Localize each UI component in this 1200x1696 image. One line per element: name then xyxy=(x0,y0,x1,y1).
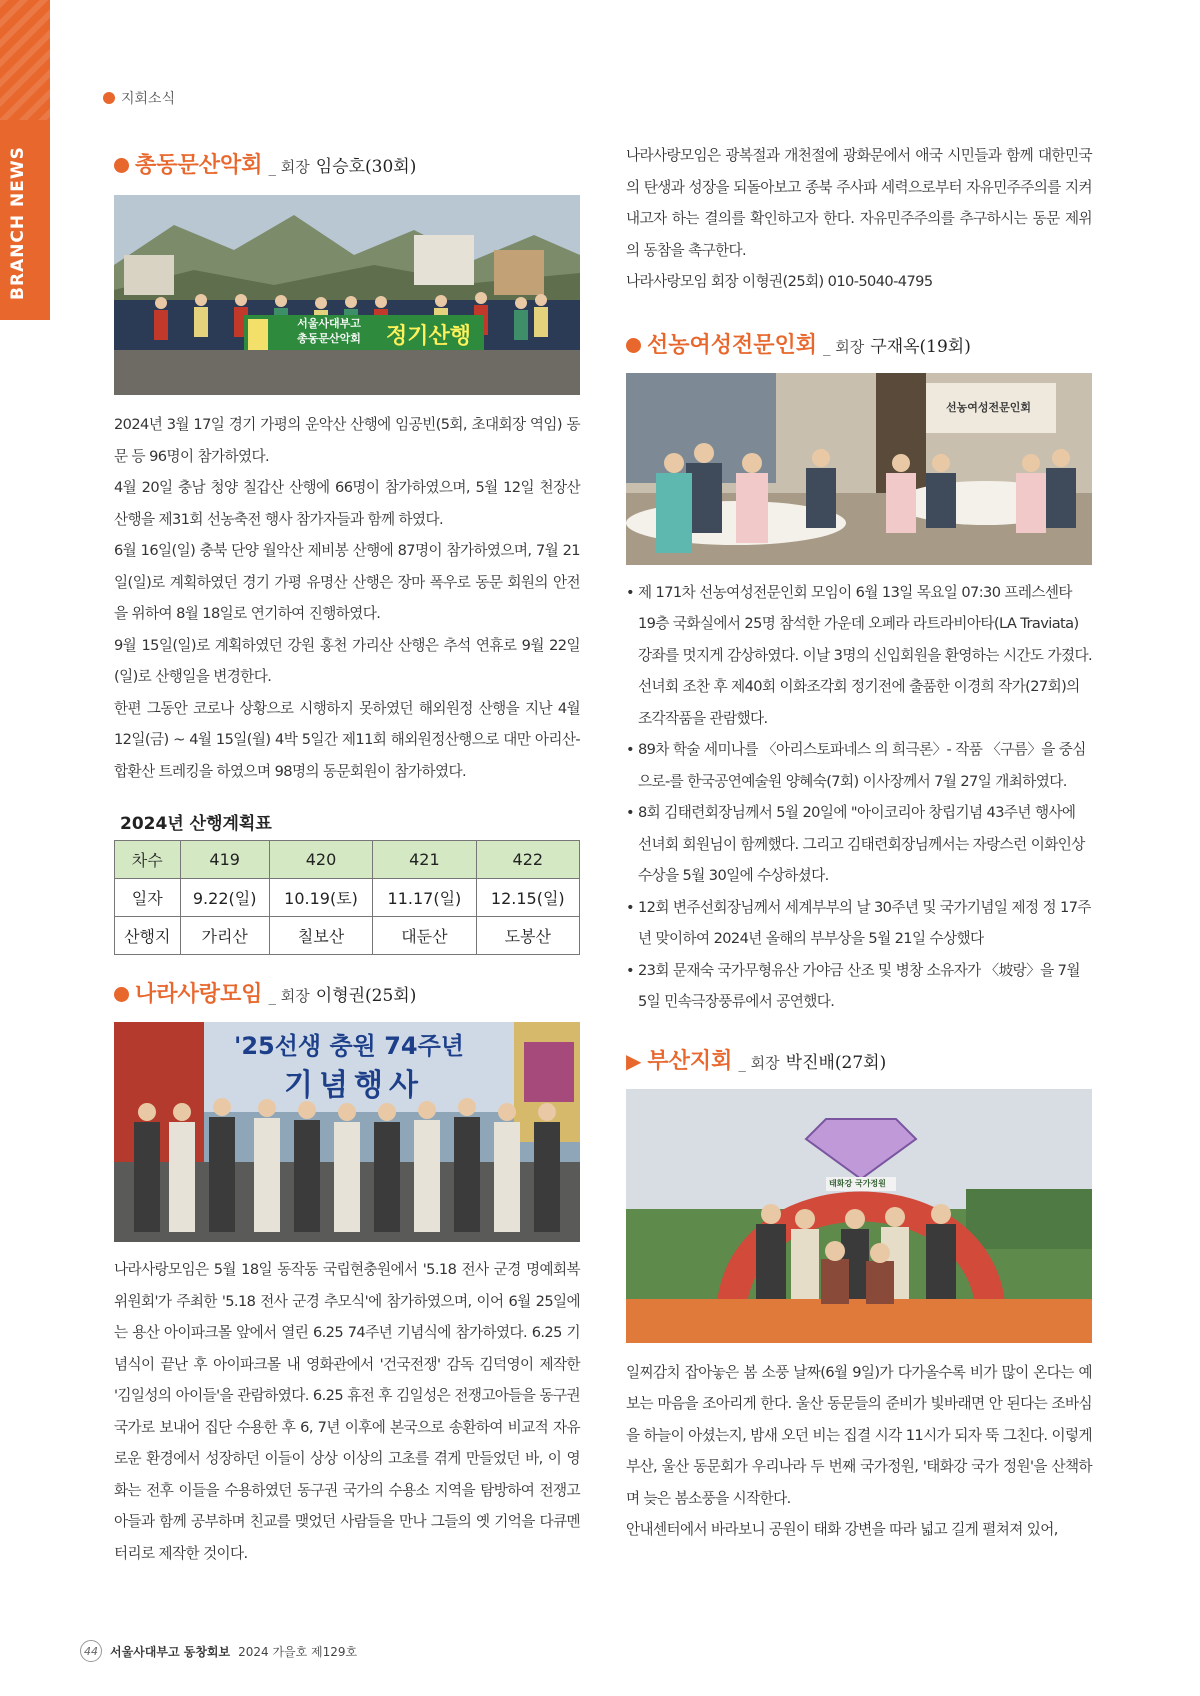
photo-women-meeting xyxy=(626,373,1092,565)
list-item-text: 89차 학술 세미나를 〈아리스토파네스 의 희극론〉- 작품 〈구름〉을 중심으로-를 한국공연예술원 양혜숙(7회) 이사장께서 7월 27일 개최하였다. xyxy=(638,741,1086,790)
garden-sign: 태화강 국가정원 xyxy=(829,1178,886,1188)
list-item-text: 12회 변주선회장님께서 세계부부의 날 30주년 및 국가기념일 제정 정 17주년 맞이하여 2024년 올해의 부부상을 5월 21일 수상했다 xyxy=(638,898,1091,947)
table-cell: 419 xyxy=(180,841,269,879)
paragraph: 나라사랑모임은 5월 18일 동작동 국립현충원에서 '5.18 전사 군경 명예회복위원회'가 주최한 '5.18 전사 군경 추모식'에 참가하였으며, 이어 6월 25일에는 용산 아이파크몰 앞에서 열린 6.25 74주년 기념식에 참가하였다. 6.25 기념식이 끝난 후 아이파크몰 내 영화관에서 '건국전쟁' 감독 김덕영이 제작한 '김일성의 아이들'을 관람하였다. 6.25 휴전 후 김일성은 전쟁고아들을 동구권 국가로 보내어 집단 수용한 후 6, 7년 이후에 본국으로 송환하여 비교적 자유로운 환경에서 성장하던 이들이 상상 이상의 고초를 겪게 만들었던 바, 이 영화는 전후 이들을 수용하였던 동구권 국가의 수용소 지역을 탐방하여 전쟁고아들과 함께 공부하며 친교를 맺었던 사람들을 만나 그들의 옛 기억을 다큐멘터리로 제작한 것이다. xyxy=(114,1261,580,1562)
table-cell: 421 xyxy=(373,841,476,879)
banner-text-small xyxy=(274,316,384,346)
photo-busan-garden xyxy=(626,1089,1092,1343)
table-row xyxy=(115,841,580,879)
table-cell: 420 xyxy=(269,841,372,879)
busan-paragraphs xyxy=(626,1357,1092,1546)
meeting-room-sign: 선농여성전문인회 xyxy=(946,400,1032,414)
table-cell: 10.19(토) xyxy=(269,879,372,917)
table-cell: 대둔산 xyxy=(373,917,476,955)
banner-line2: 총동문산악회 xyxy=(297,332,361,345)
photo-memorial-event xyxy=(114,1022,580,1242)
bullet-dot-icon: • xyxy=(626,898,635,916)
publication-name: 서울사대부고 동창회보 xyxy=(110,1644,231,1659)
left-column xyxy=(114,148,580,1569)
paragraph: 6월 16일(일) 충북 단양 월악산 제비봉 산행에 87명이 참가하였으며, 7월 21일(일)로 계획하였던 경기 가평 유명산 산행은 장마 폭우로 동문 회원의 안전을 위하여 8월 18일로 연기하여 진행하였다. xyxy=(114,542,580,622)
list-item-text: 23회 문재숙 국가무형유산 가야금 산조 및 병창 소유자가 〈坡랑〉을 7월 5일 민속극장풍류에서 공연했다. xyxy=(638,961,1080,1010)
circle-bullet-icon xyxy=(114,987,129,1002)
table-row xyxy=(115,879,580,917)
hiking-paragraphs xyxy=(114,409,580,787)
bullet-dot-icon: • xyxy=(626,961,635,979)
banner-line1: 서울사대부고 xyxy=(297,317,361,330)
table-cell: 422 xyxy=(476,841,579,879)
triangle-bullet-icon: ▶ xyxy=(626,1048,642,1073)
bullet-dot-icon: • xyxy=(626,741,635,758)
section-president: 이형권(25회) xyxy=(315,986,417,1006)
section-name: 나라사랑모임 xyxy=(135,982,263,1007)
circle-bullet-icon xyxy=(114,158,129,173)
table-title: 2024년 산행계획표 xyxy=(120,814,272,834)
section-president: 박진배(27회) xyxy=(785,1052,887,1073)
side-tab-label: BRANCH NEWS xyxy=(8,146,28,300)
photo-hiking-group xyxy=(114,195,580,395)
bullet-dot-icon: • xyxy=(626,583,635,601)
paragraph: 일찌감치 잡아놓은 봄 소풍 날짜(6월 9일)가 다가올수록 비가 많이 온다는 예보는 마음을 조아리게 한다. 울산 동문들의 준비가 빛바래면 안 된다는 조바심을 하늘이 아셨는지, 밤새 오던 비는 집결 시각 11시가 되자 뚝 그친다. 이렇게 부산, 울산 동문회가 우리나라 두 번째 국가정원, '태화강 국가 정원'을 산책하며 늦은 봄소풍을 시작한다. xyxy=(626,1363,1092,1507)
section-category-label: 지회소식 xyxy=(121,91,176,107)
list-item xyxy=(626,797,1092,892)
section-president: 임승호(30회) xyxy=(315,157,417,177)
women-bullet-list xyxy=(626,577,1092,1018)
list-item xyxy=(626,955,1092,1018)
paragraph: 안내센터에서 바라보니 공원이 태화 강변을 따라 넓고 길게 펼쳐져 있어, xyxy=(626,1521,1058,1538)
hiking-plan-table xyxy=(114,840,580,955)
paragraph: 4월 20일 충남 청양 칠갑산 산행에 66명이 참가하였으며, 5월 12일 천장산 산행을 제31회 선농축전 행사 참가자들과 함께 하였다. xyxy=(114,479,580,528)
section-president: 구재옥(19회) xyxy=(870,336,971,357)
right-column xyxy=(626,140,1092,1546)
section-role: _ 회장 xyxy=(738,1053,780,1072)
paragraph: 2024년 3월 17일 경기 가평의 운악산 산행에 임공빈(5회, 초대회장 역임) 동문 등 96명이 참가하였다. xyxy=(114,416,580,465)
section-name: 총동문산악회 xyxy=(135,153,263,178)
table-cell: 칠보산 xyxy=(269,917,372,955)
circle-bullet-icon xyxy=(626,338,641,353)
banner-main-text: 정기산행 xyxy=(386,324,472,349)
section-title-women xyxy=(626,328,1092,359)
list-item xyxy=(626,734,1092,797)
section-role: _ 회장 xyxy=(268,158,310,176)
table-cell: 일자 xyxy=(115,879,181,917)
list-item-text: 8회 김태련회장님께서 5월 20일에 "아이코리아 창립기념 43주년 행사에 선녀회 회원님이 함께했다. 그리고 김태련회장님께서는 자랑스런 이화인상 수상을 5월 30일에 수상하셨다. xyxy=(638,804,1085,884)
paragraph: 9월 15일(일)로 계획하였던 강원 홍천 가리산 산행은 추석 연휴로 9월 22일(일)로 산행일을 변경한다. xyxy=(114,636,580,685)
section-title-hiking xyxy=(114,148,580,179)
paragraph: 한편 그동안 코로나 상황으로 시행하지 못하였던 해외원정 산행을 지난 4월 12일(금) ~ 4월 15일(월) 4박 5일간 제11회 해외원정산행으로 대만 아리산-합환산 트레킹을 하였으며 98명의 동문회원이 참가하였다. xyxy=(114,699,580,780)
list-item-text: 제 171차 선농여성전문인회 모임이 6월 13일 목요일 07:30 프레스센타 19층 국화실에서 25명 참석한 가운데 오페라 라트라비아타(LA Traviata) 강좌를 멋지게 감상하였다. 이날 3명의 신입회원을 환영하는 시간도 가졌다. 선녀회 조찬 후 제40회 이화조각회 정기전에 출품한 이경희 작가(27회)의 조각작품을 관람했다. xyxy=(638,583,1093,727)
list-item xyxy=(626,577,1092,735)
section-title-busan xyxy=(626,1044,1092,1075)
table-cell: 12.15(일) xyxy=(476,879,579,917)
table-cell: 11.17(일) xyxy=(373,879,476,917)
table-cell: 산행지 xyxy=(115,917,181,955)
orange-dot-icon xyxy=(103,92,115,104)
table-cell: 9.22(일) xyxy=(180,879,269,917)
side-tab xyxy=(0,0,50,320)
memorial-banner-line1: '25선생 충원 74주년 xyxy=(234,1032,464,1060)
section-name: 선농여성전문인회 xyxy=(647,332,818,358)
section-category xyxy=(103,88,175,108)
section-role: _ 회장 xyxy=(823,337,865,356)
table-cell: 도봉산 xyxy=(476,917,579,955)
paragraph-continued: 나라사랑모임은 광복절과 개천절에 광화문에서 애국 시민들과 함께 대한민국의 탄생과 성장을 되돌아보고 종북 주사파 세력으로부터 자유민주주의를 지켜내고자 하는 결의를 확인하고자 한다. 자유민주주의를 추구하시는 동문 제위의 동참을 촉구한다. xyxy=(626,147,1092,259)
table-row xyxy=(115,917,580,955)
contact-line: 나라사랑모임 회장 이형권(25회) 010-5040-4795 xyxy=(626,273,933,290)
bullet-dot-icon: • xyxy=(626,804,635,821)
page-footer xyxy=(80,1640,357,1662)
issue-label: 2024 가을호 제129호 xyxy=(238,1644,358,1659)
memorial-banner-line2: 기념행사 xyxy=(284,1068,424,1103)
patriot-paragraphs xyxy=(114,1254,580,1569)
page-number: 44 xyxy=(80,1640,102,1662)
section-role: _ 회장 xyxy=(268,987,310,1005)
table-cell: 차수 xyxy=(115,841,181,879)
table-cell: 가리산 xyxy=(180,917,269,955)
section-title-patriot xyxy=(114,977,580,1008)
list-item xyxy=(626,892,1092,955)
section-name: 부산지회 xyxy=(647,1048,733,1074)
side-tab-pattern xyxy=(0,0,50,120)
